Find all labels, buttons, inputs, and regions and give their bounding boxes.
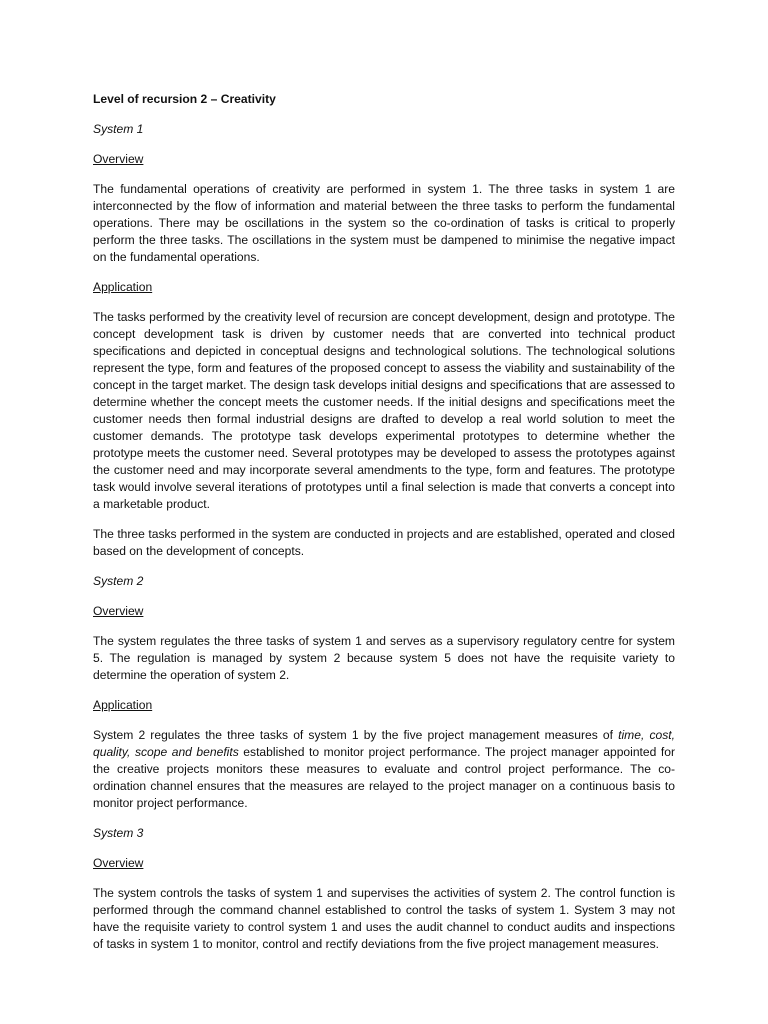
system-2-application-text bbox=[93, 727, 675, 812]
system-1-overview-text: The fundamental operations of creativity are performed in system 1. The three tasks in system 1 are interconnected by the flow of information and material between the three tasks to perform the fundamental operations. There may be oscillations in the system so the co-ordination of tasks is critical to properly perform the three tasks. The oscillations in the system must be dampened to minimise the negative impact on the fundamental operations. bbox=[93, 182, 675, 264]
system-2-label: System 2 bbox=[93, 574, 144, 588]
system-2-application-heading: Application bbox=[93, 698, 153, 712]
system-3-label: System 3 bbox=[93, 826, 144, 840]
system-2-overview-heading: Overview bbox=[93, 604, 144, 618]
system-1-overview-heading: Overview bbox=[93, 152, 144, 166]
measures-emphasis: time, cost, quality, scope and benefits bbox=[93, 728, 675, 759]
document-title: Level of recursion 2 – Creativity bbox=[93, 92, 276, 106]
application-text-end: established to monitor project performance. The project manager appointed for the creative projects monitors these measures to evaluate and control project performance. The co-ordination channel ensures that the measures are relayed to the project manager on a continuous basis to monitor project performance. bbox=[93, 745, 675, 810]
application-text-start: System 2 regulates the three tasks of system 1 by the five project management measures of bbox=[93, 728, 619, 742]
system-1-application-heading: Application bbox=[93, 280, 153, 294]
system-3-overview-heading: Overview bbox=[93, 856, 144, 870]
system-1-label: System 1 bbox=[93, 122, 144, 136]
system-1-application-text-1: The tasks performed by the creativity level of recursion are concept development, design and prototype. The concept development task is driven by customer needs that are converted into technical product specifications and depicted in conceptual designs and technological solutions. The technological solutions represent the type, form and features of the proposed concept to assess the viability and sustainability of the concept in the target market. The design task develops initial designs and specifications that are assessed to determine whether the concept meets the customer needs. If the initial designs and specifications meet the customer needs then formal industrial designs are drafted to develop a real world solution to meet the customer demands. The prototype task develops experimental prototypes to determine whether the prototype meets the customer need. Several prototypes may be developed to assess the prototypes against the customer need and may incorporate several amendments to the type, form and features. The prototype task would involve several iterations of prototypes until a final selection is made that converts a concept into a marketable product. bbox=[93, 310, 675, 511]
system-1-application-text-2: The three tasks performed in the system are conducted in projects and are established, operated and closed based on the development of concepts. bbox=[93, 527, 675, 558]
system-2-overview-text: The system regulates the three tasks of system 1 and serves as a supervisory regulatory centre for system 5. The regulation is managed by system 2 because system 5 does not have the requisite variety to determine the operation of system 2. bbox=[93, 634, 675, 682]
system-3-overview-text: The system controls the tasks of system 1 and supervises the activities of system 2. The control function is performed through the command channel established to control the tasks of system 1. System 3 may not have the requisite variety to control system 1 and uses the audit channel to conduct audits and inspections of tasks in system 1 to monitor, control and rectify deviations from the five project management measures. bbox=[93, 886, 675, 951]
document-page bbox=[93, 91, 675, 966]
